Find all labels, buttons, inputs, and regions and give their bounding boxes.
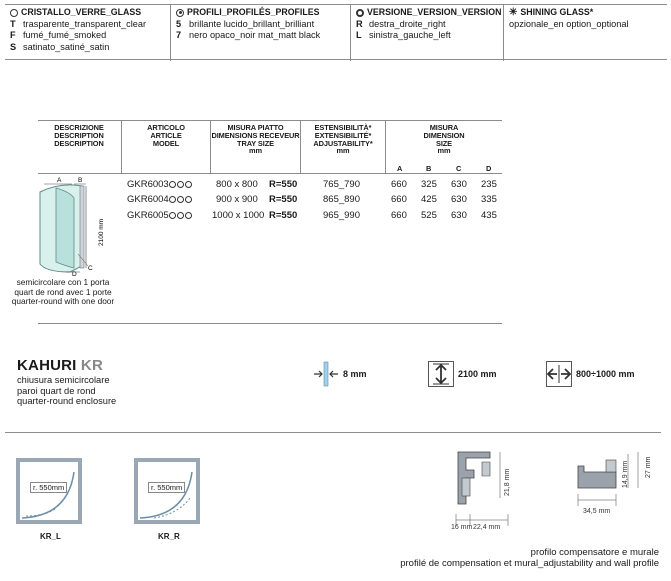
plan-kr-r xyxy=(134,462,196,524)
legend-label: opzionale_en option_optional xyxy=(509,18,629,29)
legend-label: sinistra_gauche_left xyxy=(369,30,451,40)
plan-caption: KR_L xyxy=(40,532,61,541)
double-circle-icon xyxy=(356,9,364,17)
spec-width-value: 800÷1000 mm xyxy=(576,369,635,379)
spec-height-value: 2100 mm xyxy=(458,369,497,379)
drawing-letter-c: C xyxy=(88,265,93,272)
option-circles-icon xyxy=(169,181,192,188)
legend-code: R xyxy=(356,18,363,29)
profile1-height: 21,8 mm xyxy=(504,468,511,496)
legend-profiles-title: PROFILI_PROFILÉS_PROFILES xyxy=(187,7,320,17)
legend-label: brillante lucido_brillant_brilliant xyxy=(189,18,315,29)
legend-code: F xyxy=(10,30,16,40)
legend-shining-title: SHINING GLASS* xyxy=(520,7,594,17)
spec-glass xyxy=(313,361,367,387)
legend-label: satinato_satiné_satin xyxy=(23,41,110,52)
enclosure-drawing xyxy=(30,174,130,276)
option-circles-icon xyxy=(169,196,192,203)
plan-kr-l xyxy=(16,462,78,524)
section-divider xyxy=(5,432,661,433)
size-col-b: B xyxy=(426,164,432,173)
sparkle-icon: ✳ xyxy=(509,7,518,19)
dot-circle-icon xyxy=(176,9,184,17)
legend-label: trasparente_transparent_clear xyxy=(23,18,147,29)
drawing-height: 2100 mm xyxy=(98,218,105,246)
spec-height xyxy=(428,361,497,387)
size-col-d: D xyxy=(486,164,492,173)
legend-code: L xyxy=(356,30,362,40)
profile1-width2: 22,4 mm xyxy=(473,524,501,531)
profile1-width1: 16 mm xyxy=(451,524,473,531)
profile2-height1: 14,9 mm xyxy=(622,460,629,488)
plan-radius-label: r. 550mm xyxy=(30,482,67,493)
header-article: ARTICOLO ARTICLE MODEL xyxy=(147,123,185,148)
glass-thickness-icon xyxy=(313,361,339,387)
profile-caption: profilo compensatore e murale profilé de compensation et mural_adjustability and wall profile xyxy=(400,547,659,569)
plan-caption: KR_R xyxy=(158,532,180,541)
legend-label: fumé_fumé_smoked xyxy=(23,30,107,40)
legend-shining xyxy=(503,5,667,61)
height-icon xyxy=(428,361,454,387)
drawing-letter-a: A xyxy=(57,177,62,184)
product-title: KAHURI KR xyxy=(17,357,103,374)
legend-code: 5 xyxy=(176,18,182,29)
wall-profile-drawing xyxy=(566,448,646,508)
table-bottom-rule xyxy=(38,323,502,324)
product-subtitle: chiusura semicircolare paroi quart de rond quarter-round enclosure xyxy=(17,375,117,406)
legend-version-title: VERSIONE_VERSION_VERSION xyxy=(367,7,502,17)
spec-width xyxy=(546,361,634,387)
legend-glass xyxy=(5,5,170,61)
size-col-a: A xyxy=(397,164,403,173)
legend-profiles xyxy=(170,5,350,61)
drawing-caption: semicircolare con 1 porta quart de rond avec 1 porte quarter-round with one door xyxy=(11,277,115,306)
header-adjustability: ESTENSIBILITÀ* EXTENSIBILITÉ* ADJUSTABILITY* mm xyxy=(313,123,373,156)
legend-bar xyxy=(5,4,667,60)
size-col-c: C xyxy=(456,164,462,173)
profile2-height2: 27 mm xyxy=(645,456,652,478)
legend-glass-title: CRISTALLO_VERRE_GLASS xyxy=(21,7,142,17)
width-icon xyxy=(546,361,572,387)
header-tray-size: MISURA PIATTO DIMENSIONS RECEVEUR TRAY SIZE mm xyxy=(211,123,300,156)
header-size: MISURA DIMENSION SIZE mm xyxy=(423,123,465,156)
option-circles-icon xyxy=(169,212,192,219)
spec-glass-value: 8 mm xyxy=(343,369,367,379)
legend-label: nero opaco_noir mat_matt black xyxy=(189,30,321,40)
legend-label: destra_droite_right xyxy=(369,18,446,29)
legend-code: 7 xyxy=(176,30,182,40)
legend-code: S xyxy=(10,41,17,52)
profile2-width: 34,5 mm xyxy=(583,508,611,515)
drawing-letter-b: B xyxy=(78,177,83,184)
plan-radius-label: r. 550mm xyxy=(148,482,185,493)
circle-icon xyxy=(10,9,18,17)
legend-version xyxy=(350,5,503,61)
header-description: DESCRIZIONE DESCRIPTION DESCRIPTION xyxy=(54,123,104,148)
legend-code: T xyxy=(10,18,16,29)
drawing-letter-d: D xyxy=(72,271,77,276)
table-top-rule xyxy=(38,120,502,121)
